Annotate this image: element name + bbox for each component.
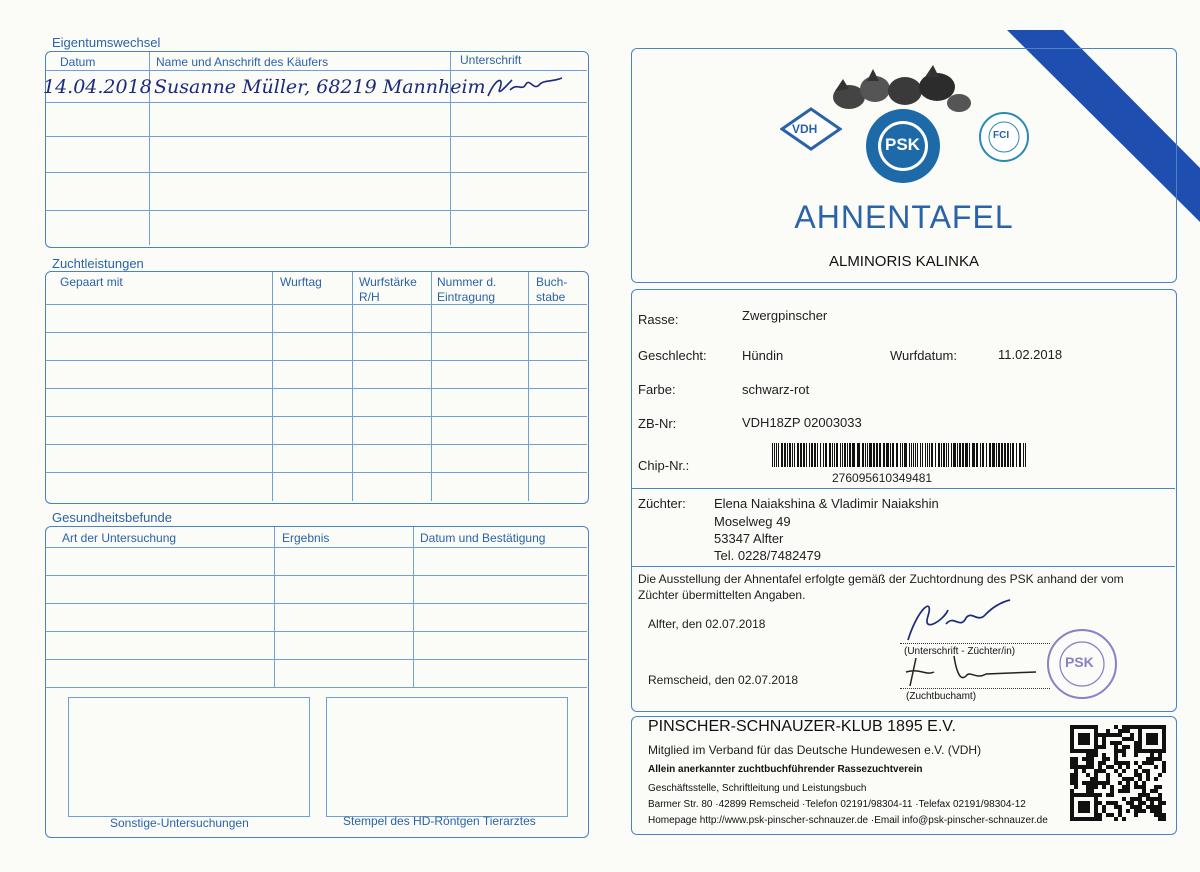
ownership-date-handwritten: 14.04.2018 xyxy=(43,76,152,98)
chip-value: 276095610349481 xyxy=(832,471,933,485)
vdh-text: VDH xyxy=(792,122,818,136)
document-title: AHNENTAFEL xyxy=(794,199,1014,235)
col-buch: Buch- xyxy=(536,275,568,289)
place-date-breeder: Alfter, den 02.07.2018 xyxy=(648,617,766,631)
other-exams-box xyxy=(68,697,310,817)
club-box xyxy=(631,716,1177,835)
col-ergebnis: Ergebnis xyxy=(282,531,330,545)
farbe-label: Farbe: xyxy=(638,382,676,397)
col-name: Name und Anschrift des Käufers xyxy=(156,55,329,69)
col-wurfstaerke: Wurfstärke xyxy=(359,275,417,289)
zuechter-line-1: Elena Naiakshina & Vladimir Naiakshin xyxy=(714,496,939,511)
col-datum: Datum xyxy=(60,55,96,69)
breeding-table xyxy=(45,271,589,504)
fci-text: FCI xyxy=(993,130,1010,141)
dog-name: ALMINORIS KALINKA xyxy=(828,253,980,270)
club-member: Mitglied im Verband für das Deutsche Hundewesen e.V. (VDH) xyxy=(648,743,982,757)
zuechter-line-4: Tel. 0228/7482479 xyxy=(714,548,821,563)
wurfdatum-value: 11.02.2018 xyxy=(998,347,1063,362)
psk-text: PSK xyxy=(885,135,920,154)
zuechter-line-2: Moselweg 49 xyxy=(714,514,791,529)
club-name: PINSCHER-SCHNAUZER-KLUB 1895 E.V. xyxy=(648,718,956,735)
breeding-title: Zuchtleistungen xyxy=(52,256,144,271)
col-nummer: Nummer d. xyxy=(437,275,497,289)
rasse-label: Rasse: xyxy=(638,312,679,327)
sig-label-breeder: (Unterschrift - Züchter/in) xyxy=(904,646,1016,657)
ownership-name-handwritten: Susanne Müller, 68219 Mannheim xyxy=(154,76,486,98)
ownership-table xyxy=(45,51,589,248)
statement-line-1: Die Ausstellung der Ahnentafel erfolgte gemäß der Zuchtordnung des PSK anhand der vom xyxy=(638,572,1124,586)
geschlecht-label: Geschlecht: xyxy=(638,348,707,363)
sig-label-office: (Zuchtbuchamt) xyxy=(906,691,977,702)
col-datum-bestaetigung: Datum und Bestätigung xyxy=(420,531,546,545)
header-box xyxy=(631,48,1177,283)
zb-label: ZB-Nr: xyxy=(638,416,677,431)
col-unterschrift: Unterschrift xyxy=(460,53,522,67)
health-title: Gesundheitsbefunde xyxy=(52,510,172,525)
col-art: Art der Untersuchung xyxy=(62,531,177,545)
zuechter-line-3: 53347 Alfter xyxy=(714,531,784,546)
club-web: Homepage http://www.psk-pinscher-schnauzer.de ·Email info@psk-pinscher-schnauzer.de xyxy=(648,815,1048,826)
geschlecht-value: Hündin xyxy=(742,348,784,363)
farbe-value: schwarz-rot xyxy=(742,382,810,397)
col-wurftag: Wurftag xyxy=(280,275,322,289)
data-box xyxy=(631,289,1177,712)
statement-line-2: Züchter übermittelten Angaben. xyxy=(638,588,806,602)
club-office: Geschäftsstelle, Schriftleitung und Leistungsbuch xyxy=(648,783,867,794)
place-date-office: Remscheid, den 02.07.2018 xyxy=(648,673,799,687)
psk-stamp-text: PSK xyxy=(1065,654,1094,670)
col-gepaart: Gepaart mit xyxy=(60,275,123,289)
club-address: Barmer Str. 80 ·42899 Remscheid ·Telefon 02191/98304-11 ·Telefax 02191/98304-12 xyxy=(648,799,1026,810)
office-signature xyxy=(896,650,1046,690)
breeder-signature xyxy=(894,590,1014,646)
chip-barcode xyxy=(772,443,1030,467)
wurfdatum-label: Wurfdatum: xyxy=(890,348,957,363)
col-stabe: stabe xyxy=(536,290,566,304)
zb-value: VDH18ZP 02003033 xyxy=(742,415,862,430)
health-table xyxy=(45,526,589,838)
qr-code xyxy=(1070,725,1166,821)
chip-label: Chip-Nr.: xyxy=(638,458,690,473)
buyer-signature xyxy=(482,72,567,102)
stamp-box xyxy=(326,697,568,817)
ownership-title: Eigentumswechsel xyxy=(52,35,161,50)
club-recognized: Allein anerkannter zuchtbuchführender Rassezuchtverein xyxy=(648,764,923,775)
other-exams-label: Sonstige-Untersuchungen xyxy=(110,816,249,830)
rasse-value: Zwergpinscher xyxy=(742,308,828,323)
col-eintragung: Eintragung xyxy=(437,290,496,304)
col-rh: R/H xyxy=(359,290,380,304)
zuechter-label: Züchter: xyxy=(638,496,686,511)
stamp-label: Stempel des HD-Röntgen Tierarztes xyxy=(343,814,536,828)
